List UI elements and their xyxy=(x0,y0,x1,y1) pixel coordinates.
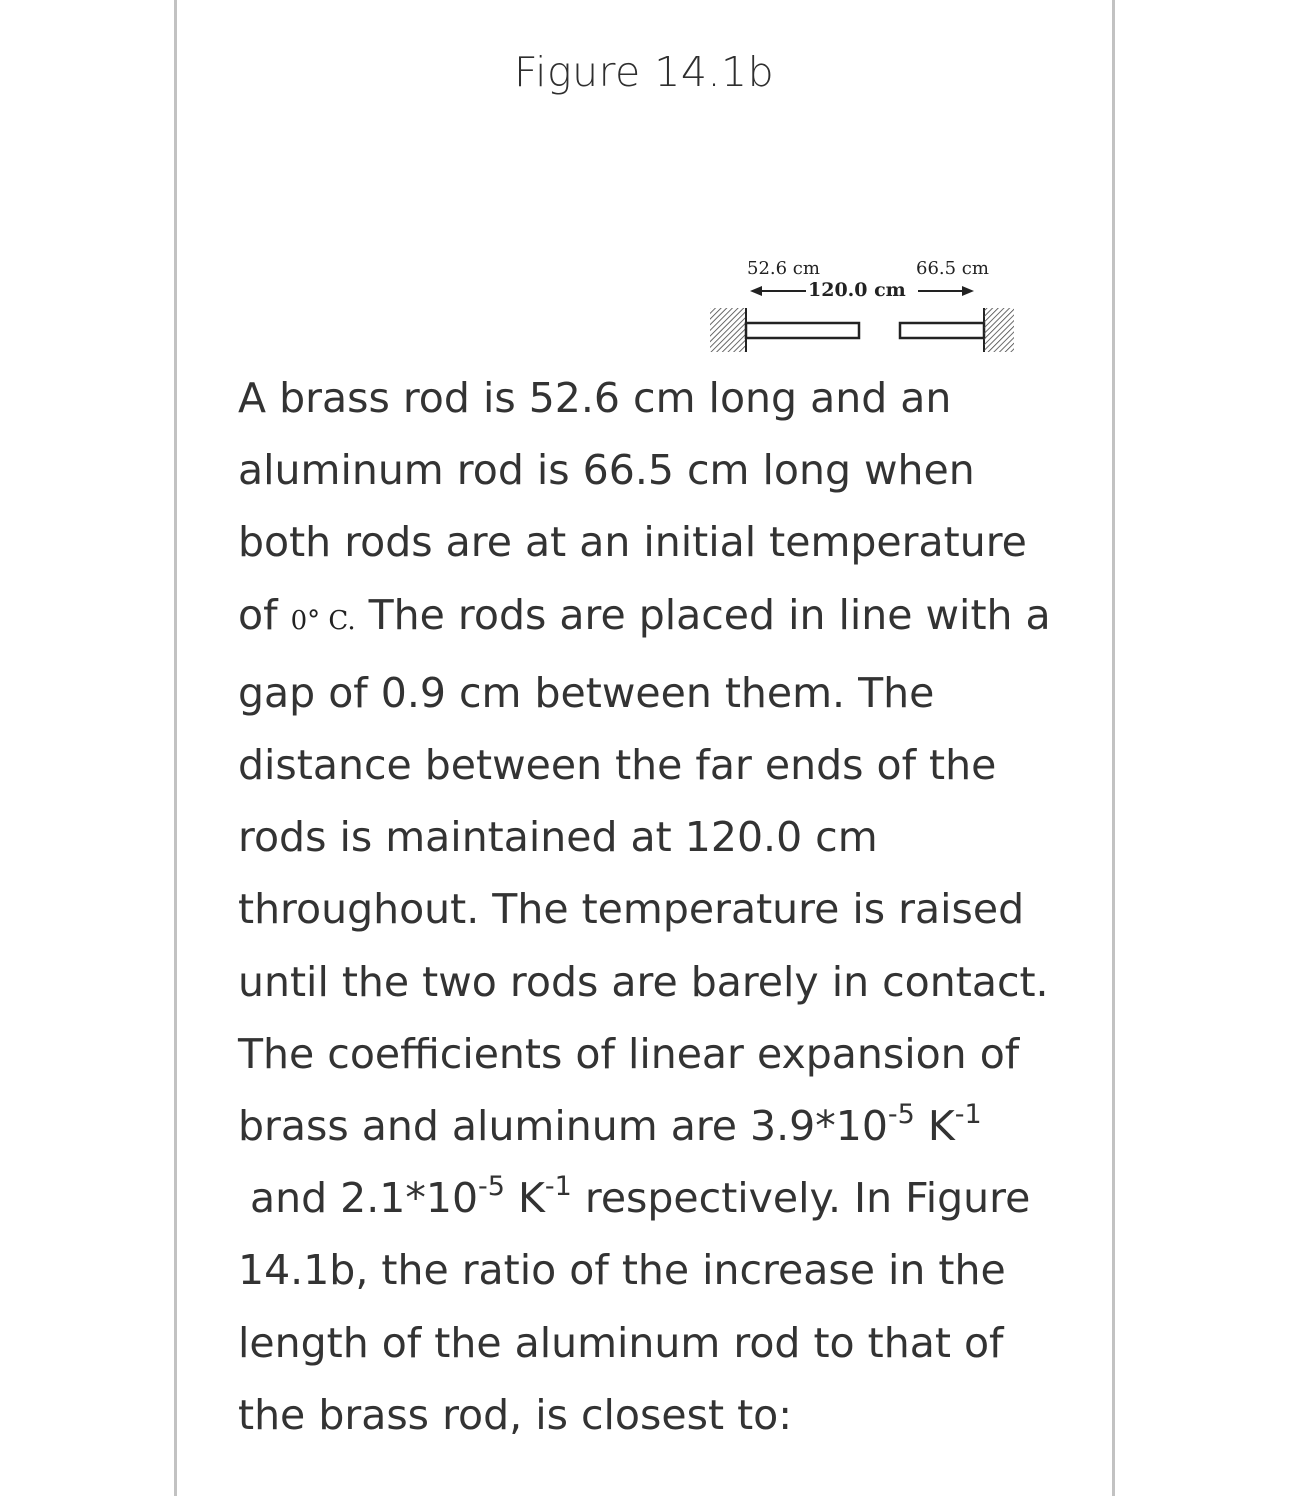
left-border xyxy=(174,0,177,1496)
rod-diagram-svg xyxy=(690,248,1030,358)
initial-temperature: 0° C. xyxy=(290,605,356,636)
problem-part-1: A brass rod is 52.6 cm long and an aluminum rod is 66.5 cm long when both rods are at an initial temperature of xyxy=(238,374,1027,639)
aluminum-coefficient: $2.1*10^{-5}$ $K^{-1}$ xyxy=(340,1171,572,1223)
brass-rod xyxy=(746,323,859,338)
right-wall xyxy=(984,308,1014,352)
brass-coefficient: $3.9*10^{-5}$ $K^{-1}$ xyxy=(750,1099,982,1151)
problem-part-2: The rods are placed in line with a gap of 0.9 cm between them. The distance between the far ends of the rods is maintained at 120.0 cm throughout. The temperature is raised until the two rods are barely in contact. The coefficients of linear expansion of brass and aluminum are xyxy=(238,590,1051,1151)
problem-text xyxy=(238,362,1058,1451)
label-total-distance: 120.0 cm xyxy=(808,279,906,301)
rod-diagram xyxy=(690,248,1030,358)
problem-part-3: respectively. In Figure 14.1b, the ratio of the increase in the length of the aluminum rod to that of the brass rod, is closest to: xyxy=(238,1174,1031,1439)
label-aluminum-length: 66.5 cm xyxy=(916,258,989,279)
label-brass-length: 52.6 cm xyxy=(747,258,820,279)
and-text: and xyxy=(250,1174,341,1223)
aluminum-rod xyxy=(900,323,984,338)
left-wall xyxy=(710,308,746,352)
arrow-left xyxy=(750,286,806,296)
right-border xyxy=(1112,0,1115,1496)
arrow-right xyxy=(918,286,974,296)
figure-title: Figure 14.1b xyxy=(514,48,775,96)
